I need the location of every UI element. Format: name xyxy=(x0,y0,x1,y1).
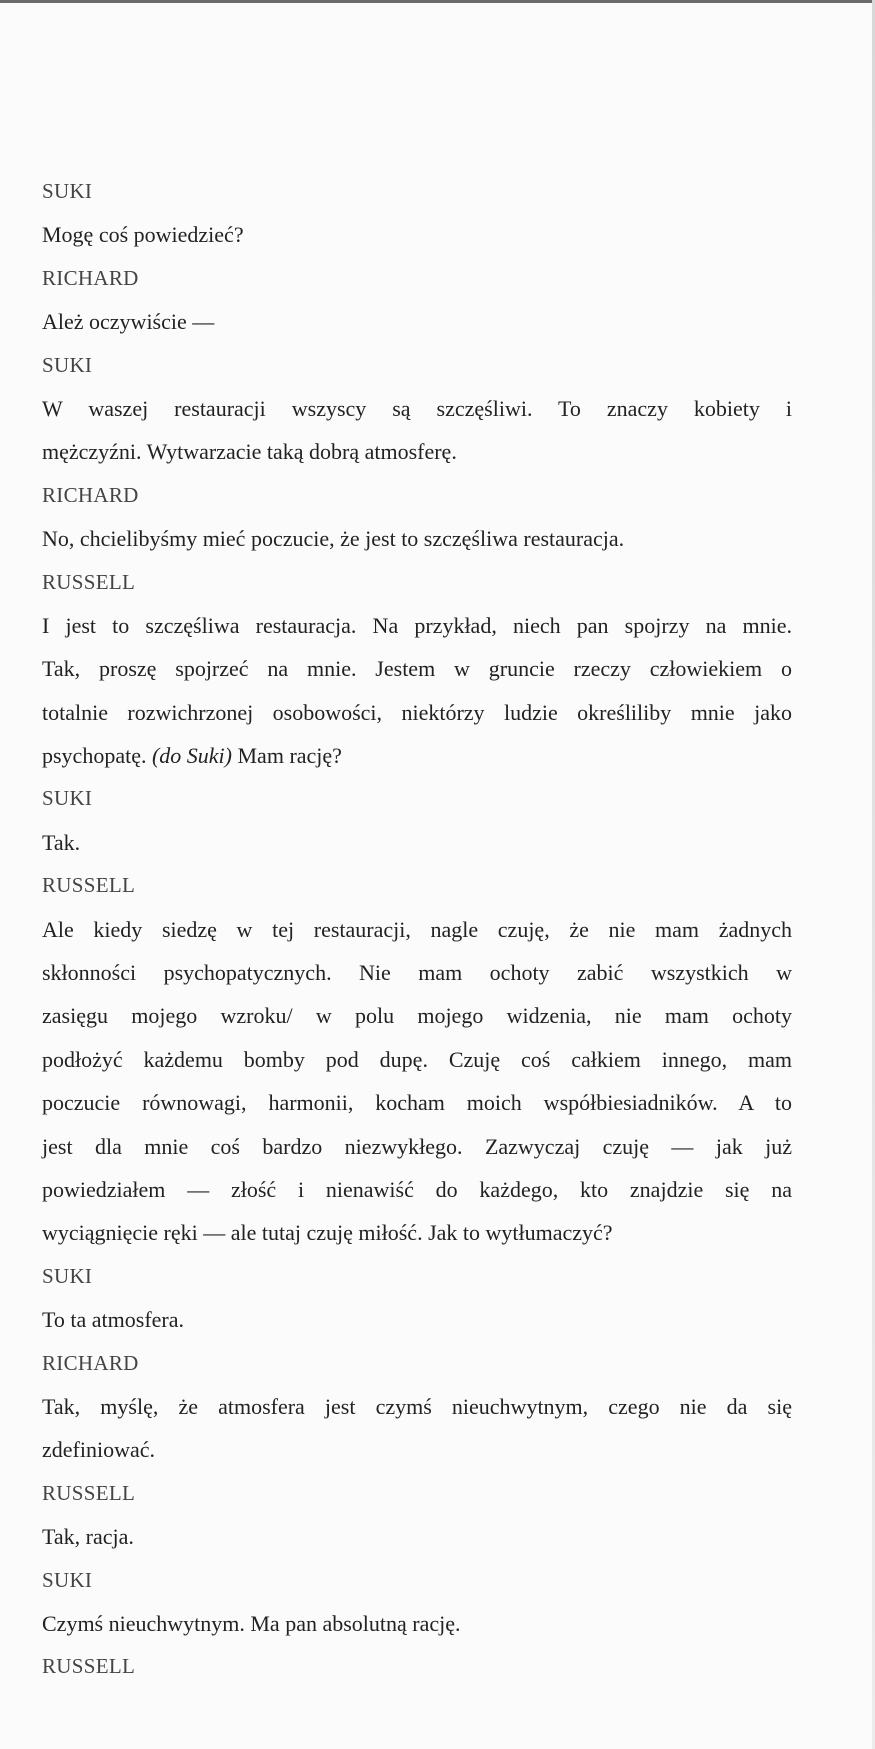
speaker-name: RUSSELL xyxy=(42,1654,136,1679)
dialogue-line: mężczyźni. Wytwarzacie taką dobrą atmosferę. xyxy=(42,439,457,465)
dialogue-line: Ale kiedy siedzę w tej restauracji, nagle czuję, że nie mam żadnych xyxy=(42,916,792,942)
dialogue-line: Tak, proszę spojrzeć na mnie. Jestem w gruncie rzeczy człowiekiem o xyxy=(42,656,792,682)
dialogue-line: powiedziałem — złość i nienawiść do każdego, kto znajdzie się na xyxy=(42,1176,792,1202)
dialogue-line: To ta atmosfera. xyxy=(42,1307,185,1333)
speaker-name: RUSSELL xyxy=(42,873,136,898)
dialogue-line: Czymś nieuchwytnym. Ma pan absolutną rację. xyxy=(42,1610,461,1636)
dialogue-line: wyciągnięcie ręki — ale tutaj czuję miłość. Jak to wytłumaczyć? xyxy=(42,1220,613,1246)
speaker-name: RUSSELL xyxy=(42,1480,136,1505)
dialogue-text: psychopatę. xyxy=(42,743,152,769)
dialogue-line: Mogę coś powiedzieć? xyxy=(42,222,244,248)
speaker-name: SUKI xyxy=(42,352,93,377)
dialogue-line: zasięgu mojego wzroku/ w polu mojego widzenia, nie mam ochoty xyxy=(42,1003,792,1029)
dialogue-line: zdefiniować. xyxy=(42,1437,155,1463)
speaker-name: SUKI xyxy=(42,1567,93,1592)
speaker-name: SUKI xyxy=(42,1263,93,1288)
speaker-name: SUKI xyxy=(42,786,93,811)
dialogue-line: jest dla mnie coś bardzo niezwykłego. Zazwyczaj czuję — jak już xyxy=(42,1133,792,1159)
dialogue-line: skłonności psychopatycznych. Nie mam ochoty zabić wszystkich w xyxy=(42,960,792,986)
page-top-edge xyxy=(0,0,875,3)
dialogue-line: poczucie równowagi, harmonii, kocham moich współbiesiadników. A to xyxy=(42,1090,792,1116)
speaker-name: RICHARD xyxy=(42,265,139,290)
dialogue-line: Tak. xyxy=(42,829,81,855)
dialogue-line: I jest to szczęśliwa restauracja. Na przykład, niech pan spojrzy na mnie. xyxy=(42,612,792,638)
speaker-name: RICHARD xyxy=(42,482,139,507)
speaker-name: RICHARD xyxy=(42,1350,139,1375)
dialogue-line: Tak, myślę, że atmosfera jest czymś nieuchwytnym, czego nie da się xyxy=(42,1393,792,1419)
dialogue-text: Mam rację? xyxy=(232,743,342,769)
script-page xyxy=(42,170,792,1689)
dialogue-line: totalnie rozwichrzonej osobowości, niektórzy ludzie określiliby mnie jako xyxy=(42,699,792,725)
dialogue-line: podłożyć każdemu bomby pod dupę. Czuję coś całkiem innego, mam xyxy=(42,1046,792,1072)
dialogue-line: Tak, racja. xyxy=(42,1524,134,1550)
dialogue-line xyxy=(42,734,792,777)
dialogue-line: Ależ oczywiście — xyxy=(42,309,215,335)
dialogue-line: W waszej restauracji wszyscy są szczęśliwi. To znaczy kobiety i xyxy=(42,395,792,421)
speaker-name: SUKI xyxy=(42,179,93,203)
speaker-name: RUSSELL xyxy=(42,569,136,594)
dialogue-line: No, chcielibyśmy mieć poczucie, że jest to szczęśliwa restauracja. xyxy=(42,526,625,552)
stage-direction: (do Suki) xyxy=(151,743,232,769)
